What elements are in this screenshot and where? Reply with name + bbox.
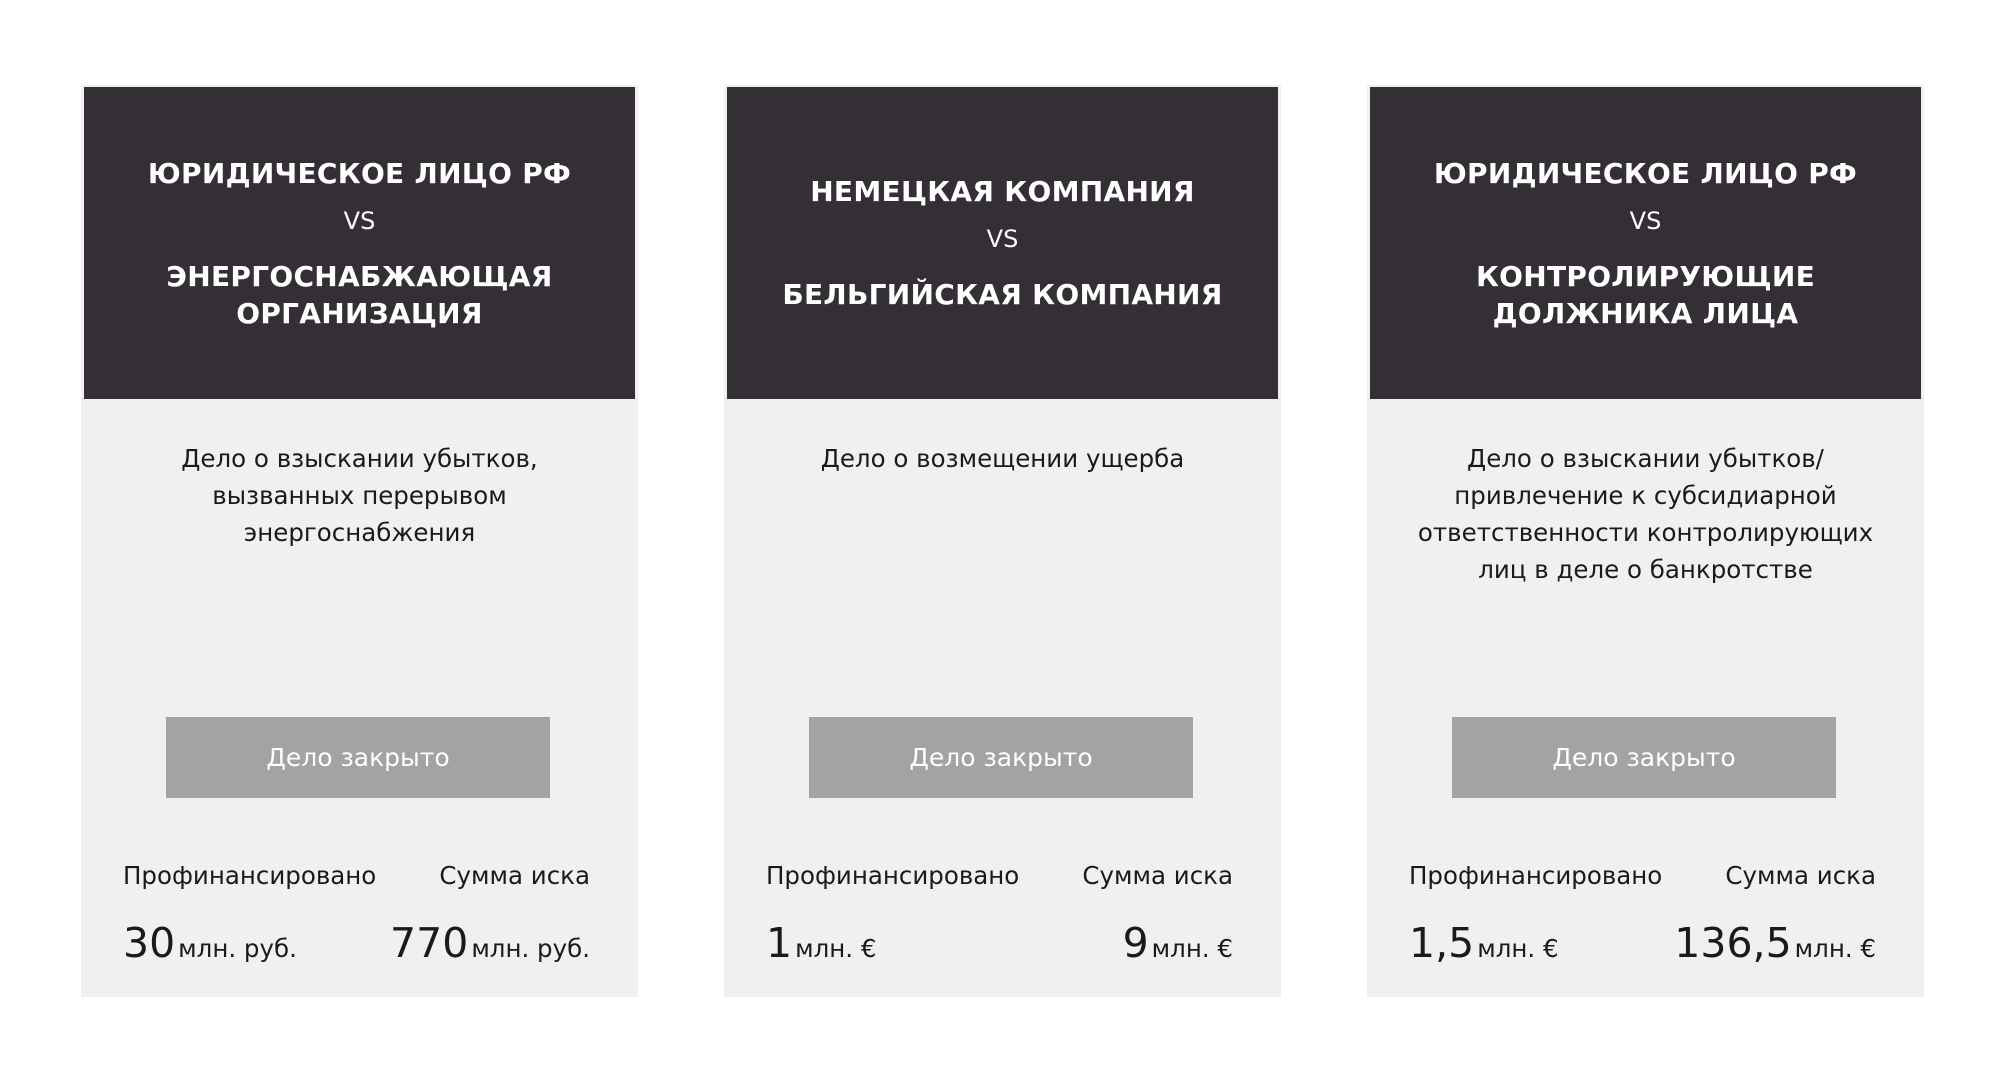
- funded-unit: млн. руб.: [178, 934, 297, 963]
- claim-number: 9: [1122, 919, 1149, 967]
- claim-amount: [1123, 921, 1233, 974]
- claim-unit: млн. €: [1151, 934, 1233, 963]
- funded-amount: [123, 921, 297, 974]
- claim-amount: [1674, 921, 1876, 974]
- defendant-title: ЭНЕРГОСНАБЖАЮЩАЯ ОРГАНИЗАЦИЯ: [166, 259, 553, 330]
- case-closed-button[interactable]: Дело закрыто: [809, 717, 1193, 798]
- funded-label: Профинансировано: [123, 861, 377, 890]
- claim-number: 136,5: [1674, 919, 1792, 967]
- defendant-title: БЕЛЬГИЙСКАЯ КОМПАНИЯ: [782, 278, 1223, 311]
- case-card-3: [1367, 85, 1924, 997]
- versus-label: VS: [343, 206, 376, 235]
- funded-amount: [1409, 921, 1559, 974]
- claim-amount-label: Сумма иска: [1725, 861, 1876, 890]
- case-description: Дело о взыскании убытков, вызванных перерывом энергоснабжения: [181, 444, 538, 547]
- funded-amount: [766, 921, 876, 974]
- claim-amount-label: Сумма иска: [439, 861, 590, 890]
- claim-unit: млн. €: [1794, 934, 1876, 963]
- case-card-header: [727, 87, 1278, 399]
- case-card-header: [84, 87, 635, 399]
- claim-number: 770: [390, 919, 469, 967]
- case-description: Дело о взыскании убытков/ привлечение к субсидиарной ответственности контролирующих лиц в деле о банкротстве: [1417, 444, 1874, 584]
- versus-label: VS: [986, 225, 1019, 253]
- funded-unit: млн. €: [795, 934, 877, 963]
- plaintiff-title: ЮРИДИЧЕСКОЕ ЛИЦО РФ: [147, 156, 572, 190]
- case-closed-button[interactable]: Дело закрыто: [1452, 717, 1836, 798]
- funded-label: Профинансировано: [766, 861, 1020, 890]
- case-card-2: [724, 85, 1281, 997]
- case-description: Дело о возмещении ущерба: [820, 444, 1185, 473]
- case-card-header: [1370, 87, 1921, 399]
- versus-label: VS: [1629, 206, 1662, 235]
- funded-number: 1: [766, 919, 793, 967]
- funded-unit: млн. €: [1477, 934, 1559, 963]
- claim-amount: [390, 921, 590, 974]
- funded-number: 1,5: [1409, 919, 1475, 967]
- plaintiff-title: ЮРИДИЧЕСКОЕ ЛИЦО РФ: [1433, 156, 1858, 190]
- claim-unit: млн. руб.: [471, 934, 590, 963]
- funded-label: Профинансировано: [1409, 861, 1663, 890]
- case-card-1: [81, 85, 638, 997]
- plaintiff-title: НЕМЕЦКАЯ КОМПАНИЯ: [810, 175, 1195, 208]
- claim-amount-label: Сумма иска: [1082, 861, 1233, 890]
- funded-number: 30: [123, 919, 176, 967]
- case-closed-button[interactable]: Дело закрыто: [166, 717, 550, 798]
- defendant-title: КОНТРОЛИРУЮЩИЕ ДОЛЖНИКА ЛИЦА: [1475, 259, 1816, 330]
